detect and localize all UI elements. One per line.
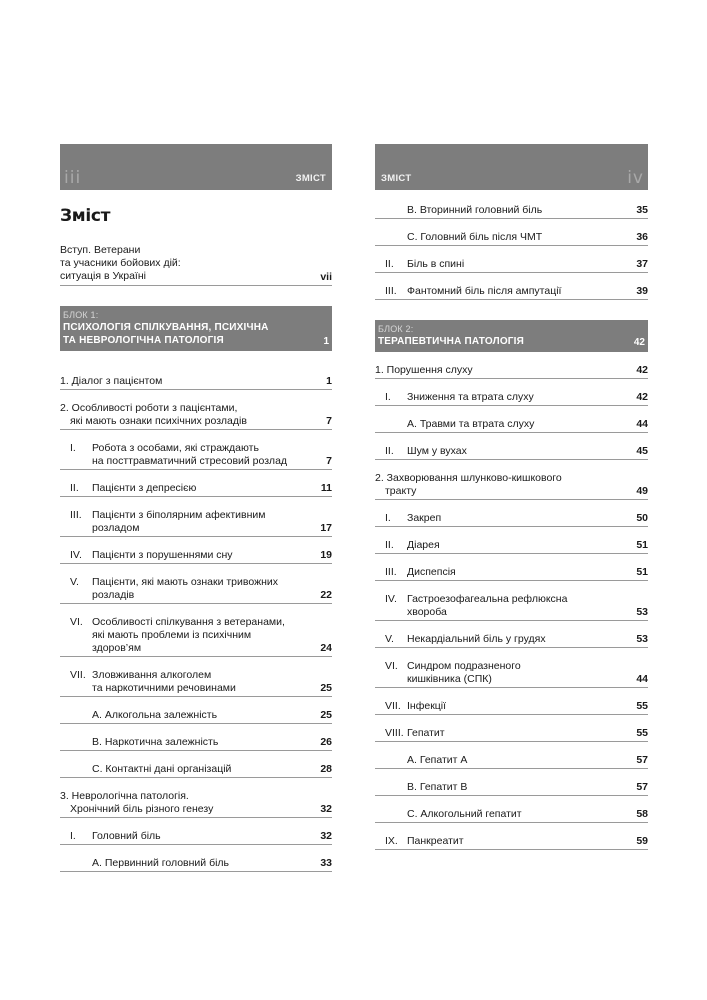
toc-entry-line: Панкреатит	[407, 835, 464, 847]
toc-entry-text	[407, 700, 648, 713]
toc-entry[interactable]	[375, 512, 648, 527]
toc-entry-line: Хронічний біль різного генезу	[70, 803, 214, 815]
toc-entry-text	[60, 790, 332, 816]
toc-entry-numeral: IV.	[385, 593, 397, 605]
right-page	[375, 144, 648, 850]
toc-entry-page: 50	[636, 512, 648, 524]
toc-entry-page: 51	[636, 539, 648, 551]
toc-entry[interactable]	[375, 539, 648, 554]
toc-entry[interactable]	[375, 754, 648, 769]
toc-entry-numeral: III.	[385, 566, 397, 578]
toc-entry-line: Робота з особами, які страждають	[92, 442, 259, 454]
toc-entry-text	[92, 549, 332, 562]
toc-entry[interactable]	[60, 375, 332, 390]
toc-entry-page: 36	[636, 231, 648, 243]
toc-entry-line: Диспепсія	[407, 566, 456, 578]
toc-entry-line: Пацієнти з біполярним афективним	[92, 509, 266, 521]
toc-entry[interactable]	[375, 727, 648, 742]
block-title-line: ТЕРАПЕВТИЧНА ПАТОЛОГІЯ	[378, 336, 525, 347]
toc-entry-text	[92, 857, 332, 870]
toc-entry-text	[407, 808, 648, 821]
toc-entry-numeral: I.	[70, 830, 76, 842]
toc-entry-line: 3. Неврологічна патологія.	[60, 790, 189, 802]
toc-entry-text	[92, 763, 332, 776]
toc-entry[interactable]	[60, 482, 332, 497]
toc-entry-numeral: II.	[70, 482, 79, 494]
toc-entry[interactable]	[375, 566, 648, 581]
toc-entry-text	[92, 709, 332, 722]
toc-entry-page: 59	[636, 835, 648, 847]
toc-intro-entry[interactable]	[60, 244, 332, 286]
toc-entry-page: 49	[636, 485, 648, 497]
toc-entry-text	[92, 736, 332, 749]
toc-entry-page: 26	[320, 736, 332, 748]
toc-entry-page: 55	[636, 700, 648, 712]
toc-entry-line: розладів	[92, 589, 135, 601]
toc-entry-numeral: II.	[385, 445, 394, 457]
toc-entry-line: та наркотичними речовинами	[92, 682, 236, 694]
toc-entry-line: Некардіальний біль у грудях	[407, 633, 546, 645]
toc-entry-text	[375, 364, 648, 377]
toc-entry-text	[407, 285, 648, 298]
toc-entry-line: Гастроезофагеальна рефлюксна	[407, 593, 568, 605]
block-page: 42	[633, 337, 645, 348]
toc-entry[interactable]	[60, 830, 332, 845]
block-2-bar[interactable]	[375, 320, 648, 352]
toc-entry-text	[407, 633, 648, 646]
toc-entry[interactable]	[60, 549, 332, 564]
toc-entry[interactable]	[375, 364, 648, 379]
toc-entry-numeral: II.	[385, 539, 394, 551]
toc-entry-numeral: V.	[70, 576, 79, 588]
toc-entry-text	[92, 442, 332, 468]
toc-entry[interactable]	[60, 509, 332, 537]
toc-entry-line: на посттравматичний стресовий розлад	[92, 455, 288, 467]
toc-entry-line: C. Алкогольний гепатит	[407, 808, 522, 820]
toc-entry-line: Діарея	[407, 539, 440, 551]
toc-entry-line: A. Травми та втрата слуху	[407, 418, 535, 430]
toc-entry-numeral: IV.	[70, 549, 82, 561]
toc-entry[interactable]	[375, 258, 648, 273]
toc-entry-line: 1. Діалог з пацієнтом	[60, 375, 163, 387]
toc-entry-text	[92, 509, 332, 535]
toc-entry[interactable]	[375, 285, 648, 300]
toc-entry-text	[407, 204, 648, 217]
toc-entry-line: 1. Порушення слуху	[375, 364, 473, 376]
block-title-line: ПСИХОЛОГІЯ СПІЛКУВАННЯ, ПСИХІЧНА	[63, 322, 269, 333]
toc-entry-line: розладом	[92, 522, 140, 534]
block-title-line: ТА НЕВРОЛОГІЧНА ПАТОЛОГІЯ	[63, 335, 224, 346]
left-page	[60, 144, 332, 872]
toc-entry-text	[407, 258, 648, 271]
toc-entry-text	[407, 512, 648, 525]
toc-entry-page: 25	[320, 709, 332, 721]
toc-entry-line: кишківника (СПК)	[407, 673, 492, 685]
block-1-bar[interactable]	[60, 306, 332, 351]
toc-entry-page: 22	[320, 589, 332, 601]
toc-entry-page: 33	[320, 857, 332, 869]
left-toc-list	[60, 375, 332, 872]
toc-entry[interactable]	[375, 418, 648, 433]
toc-entry[interactable]	[60, 790, 332, 818]
toc-entry-text	[92, 830, 332, 843]
toc-entry-page: 32	[320, 830, 332, 842]
block-label: БЛОК 2:	[378, 324, 414, 334]
toc-entry-text	[407, 593, 648, 619]
toc-entry[interactable]	[375, 593, 648, 621]
toc-entry-text	[92, 669, 332, 695]
toc-entry-text	[407, 835, 648, 848]
toc-entry-page: 57	[636, 781, 648, 793]
toc-entry-text	[407, 566, 648, 579]
toc-entry-page: 42	[636, 391, 648, 403]
toc-entry-line: Закреп	[407, 512, 442, 524]
toc-entry-text: Вступ. Ветерани та учасники бойових дій: ситуація в Україні	[60, 244, 181, 282]
toc-entry-line: які мають ознаки психічних розладів	[70, 415, 247, 427]
toc-entry-numeral: III.	[70, 509, 82, 521]
toc-entry-page: 51	[636, 566, 648, 578]
toc-entry-page: 58	[636, 808, 648, 820]
toc-entry-page: 39	[636, 285, 648, 297]
toc-entry[interactable]	[375, 660, 648, 688]
toc-entry-page: 7	[326, 415, 332, 427]
toc-entry-line: Інфекції	[407, 700, 447, 712]
toc-entry-numeral: I.	[385, 391, 391, 403]
toc-entry-numeral: VII.	[385, 700, 401, 712]
toc-entry-line: 2. Захворювання шлунково-кишкового	[375, 472, 562, 484]
toc-entry[interactable]	[60, 857, 332, 872]
toc-entry[interactable]	[375, 204, 648, 219]
block-page: 1	[323, 336, 329, 347]
right-toc-list	[375, 364, 648, 850]
toc-entry[interactable]	[375, 835, 648, 850]
toc-entry[interactable]	[60, 576, 332, 604]
toc-entry[interactable]	[60, 442, 332, 470]
toc-entry-line: хвороба	[407, 606, 447, 618]
toc-entry-numeral: VI.	[385, 660, 398, 672]
toc-entry[interactable]	[60, 763, 332, 778]
toc-entry-page: 28	[320, 763, 332, 775]
toc-entry-line: Біль в спині	[407, 258, 465, 270]
toc-entry-line: Зниження та втрата слуху	[407, 391, 534, 403]
toc-entry-text	[92, 616, 332, 655]
toc-entry-page: 57	[636, 754, 648, 766]
toc-entry-line: Зловживання алкоголем	[92, 669, 212, 681]
toc-entry-line: Шум у вухах	[407, 445, 467, 457]
toc-entry-page: 55	[636, 727, 648, 739]
toc-title: Зміст	[60, 206, 111, 226]
toc-entry-numeral: I.	[70, 442, 76, 454]
toc-entry-page: 44	[636, 418, 648, 430]
toc-entry-line: Пацієнти з порушеннями сну	[92, 549, 233, 561]
toc-entry-numeral: VI.	[70, 616, 83, 628]
block-label: БЛОК 1:	[63, 310, 99, 320]
toc-entry-line: A. Первинний головний біль	[92, 857, 230, 869]
toc-entry-page: 44	[636, 673, 648, 685]
toc-entry-page: 11	[320, 482, 332, 494]
right-header-title: ЗМІСТ	[381, 173, 412, 184]
toc-entry-numeral: I.	[385, 512, 391, 524]
toc-entry-line: Пацієнти, які мають ознаки тривожних	[92, 576, 279, 588]
toc-entry[interactable]	[375, 231, 648, 246]
left-header-title: ЗМІСТ	[295, 173, 326, 184]
left-page-number: iii	[64, 168, 82, 188]
toc-entry-text	[375, 472, 648, 498]
toc-entry-page: 17	[320, 522, 332, 534]
toc-entry-page: 1	[326, 375, 332, 387]
toc-entry-text	[407, 781, 648, 794]
toc-entry-text	[407, 391, 648, 404]
toc-entry-line: Гепатит	[407, 727, 445, 739]
toc-entry-page: 19	[320, 549, 332, 561]
toc-entry-page: 24	[320, 642, 332, 654]
toc-entry-page: 37	[636, 258, 648, 270]
left-header-bar	[60, 144, 332, 190]
toc-entry-text	[407, 539, 648, 552]
toc-entry-text	[60, 375, 332, 388]
toc-entry-line: Пацієнти з депресією	[92, 482, 197, 494]
toc-entry-text	[407, 418, 648, 431]
toc-entry-line: B. Гепатит B	[407, 781, 468, 793]
toc-entry[interactable]	[60, 669, 332, 697]
toc-entry-numeral: VII.	[70, 669, 86, 681]
toc-entry-line: Фантомний біль після ампутації	[407, 285, 562, 297]
toc-entry[interactable]	[60, 736, 332, 751]
toc-entry-text	[92, 482, 332, 495]
right-header-bar	[375, 144, 648, 190]
toc-entry-numeral: IX.	[385, 835, 398, 847]
toc-entry-line: Особливості спілкування з ветеранами,	[92, 616, 285, 628]
toc-entry-text	[407, 754, 648, 767]
toc-entry-line: B. Наркотична залежність	[92, 736, 219, 748]
toc-entry-page: 42	[636, 364, 648, 376]
toc-entry-line: здоров’ям	[92, 642, 142, 654]
toc-entry-page: 53	[636, 633, 648, 645]
toc-entry-line: Головний біль	[92, 830, 161, 842]
toc-entry-text	[60, 402, 332, 428]
toc-entry[interactable]	[375, 700, 648, 715]
toc-entry-line: Синдром подразненого	[407, 660, 521, 672]
toc-entry-page: 35	[636, 204, 648, 216]
right-toc-list-top	[375, 204, 648, 300]
toc-entry[interactable]	[375, 472, 648, 500]
toc-entry-page: 45	[636, 445, 648, 457]
toc-entry-numeral: II.	[385, 258, 394, 270]
toc-entry-line: які мають проблеми із психічним	[92, 629, 252, 641]
right-page-number: iv	[627, 168, 644, 188]
toc-entry-page: vii	[320, 271, 332, 283]
toc-entry-numeral: III.	[385, 285, 397, 297]
toc-entry-numeral: V.	[385, 633, 394, 645]
toc-entry[interactable]	[375, 633, 648, 648]
toc-entry[interactable]	[60, 709, 332, 724]
toc-entry[interactable]	[60, 616, 332, 657]
toc-entry-page: 32	[320, 803, 332, 815]
toc-entry-text	[407, 231, 648, 244]
toc-entry-text	[92, 576, 332, 602]
toc-entry-line: A. Алкогольна залежність	[92, 709, 218, 721]
toc-entry-line: 2. Особливості роботи з пацієнтами,	[60, 402, 238, 414]
toc-entry[interactable]	[375, 808, 648, 823]
toc-entry-page: 25	[320, 682, 332, 694]
toc-entry-page: 53	[636, 606, 648, 618]
toc-entry-line: A. Гепатит A	[407, 754, 468, 766]
toc-entry[interactable]	[375, 391, 648, 406]
toc-entry-line: C. Головний біль після ЧМТ	[407, 231, 543, 243]
toc-entry[interactable]	[375, 781, 648, 796]
toc-entry[interactable]	[375, 445, 648, 460]
toc-entry-numeral: VIII.	[385, 727, 404, 739]
toc-entry-line: тракту	[385, 485, 417, 497]
toc-entry-line: C. Контактні дані організацій	[92, 763, 232, 775]
toc-entry-page: 7	[326, 455, 332, 467]
toc-entry-text	[407, 660, 648, 686]
toc-entry[interactable]	[60, 402, 332, 430]
toc-entry-text	[407, 727, 648, 740]
toc-entry-line: B. Вторинний головний біль	[407, 204, 543, 216]
toc-entry-text	[407, 445, 648, 458]
